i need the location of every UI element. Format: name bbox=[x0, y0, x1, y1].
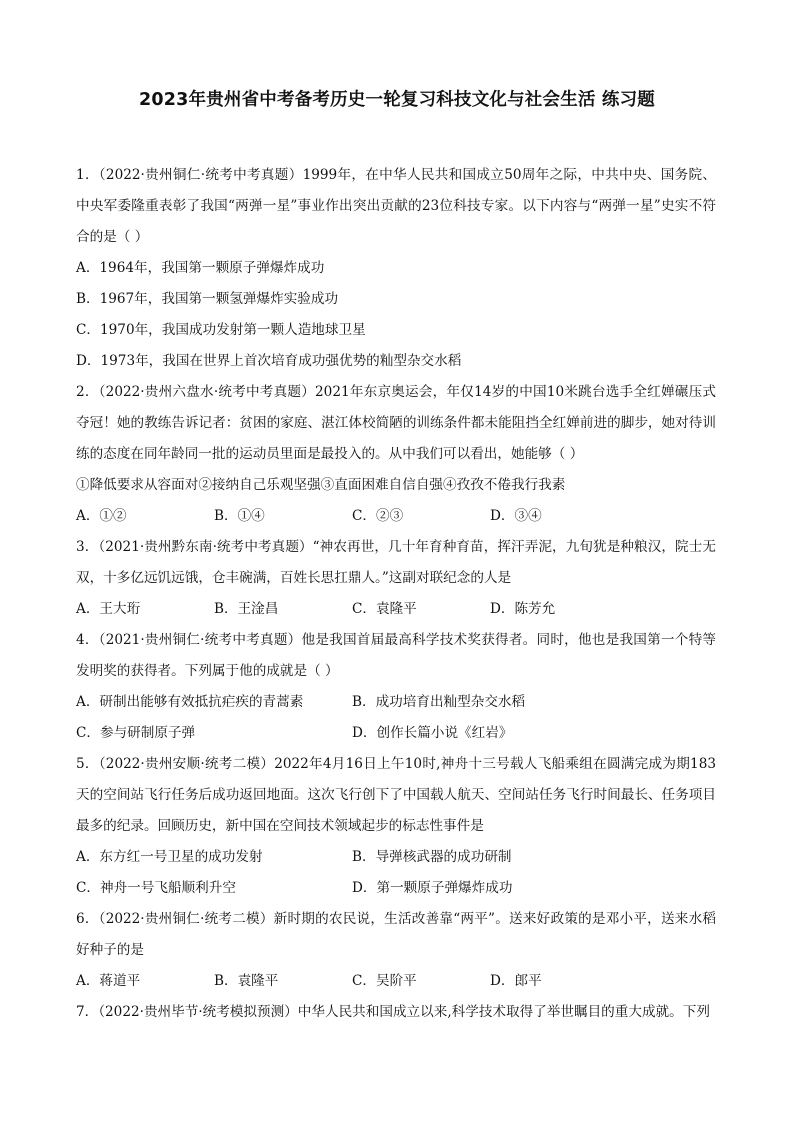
question-6-option-a: A．蒋道平 bbox=[76, 973, 141, 989]
question-4-option-b: B．成功培育出籼型杂交水稻 bbox=[352, 694, 526, 710]
question-5-options-row-1 bbox=[76, 842, 716, 873]
question-2-option-b: B．①④ bbox=[214, 508, 265, 524]
question-1-option-a: A．1964年，我国第一颗原子弹爆炸成功 bbox=[76, 260, 325, 276]
question-5-option-b: B．导弹核武器的成功研制 bbox=[352, 849, 512, 865]
question-2-option-d: D．③④ bbox=[490, 508, 542, 524]
question-5-stem: 5．（2022·贵州安顺·统考二模）2022年4月16日上午10时,神舟十三号载人飞船乘组在圆满完成为期183天的空间站飞行任务后成功返回地面。这次飞行创下了中国载人航天、空间站任务飞行时间最长、任务项目最多的纪录。回顾历史，新中国在空间技术领域起步的标志性事件是 bbox=[76, 756, 716, 834]
question-6-options bbox=[76, 966, 716, 997]
question-4-option-d: D．创作长篇小说《红岩》 bbox=[352, 725, 513, 741]
question-6-option-b: B．袁隆平 bbox=[214, 973, 279, 989]
question-5-option-c: C．神舟一号飞船顺利升空 bbox=[76, 880, 236, 896]
page-title: 2023年贵州省中考备考历史一轮复习科技文化与社会生活 练习题 bbox=[139, 90, 655, 110]
question-7-stem: 7．（2022·贵州毕节·统考模拟预测）中华人民共和国成立以来,科学技术取得了举世瞩目的重大成就。下列 bbox=[76, 1004, 710, 1020]
question-3-options bbox=[76, 594, 716, 625]
question-5-option-a: A．东方红一号卫星的成功发射 bbox=[76, 849, 263, 865]
question-1-stem: 1．（2022·贵州铜仁·统考中考真题）1999年，在中华人民共和国成立50周年之际，中共中央、国务院、中央军委隆重表彰了我国“两弹一星”事业作出突出贡献的23位科技专家。以下内容与“两弹一星”史实不符合的是（ ） bbox=[76, 167, 716, 245]
question-2-option-c: C．②③ bbox=[352, 508, 404, 524]
question-3-option-b: B．王淦昌 bbox=[214, 601, 279, 617]
question-2-option-a: A．①② bbox=[76, 508, 127, 524]
question-2-statements: ①降低要求从容面对②接纳自己乐观坚强③直面困难自信自强④孜孜不倦我行我素 bbox=[76, 477, 566, 493]
question-1-option-d: D．1973年，我国在世界上首次培育成功强优势的籼型杂交水稻 bbox=[76, 353, 462, 369]
question-6-stem: 6．（2022·贵州铜仁·统考二模）新时期的农民说，生活改善靠“两平”。送来好政策的是邓小平，送来水稻好种子的是 bbox=[76, 911, 716, 958]
question-4-options-row-2 bbox=[76, 718, 716, 749]
question-4-options-row-1 bbox=[76, 687, 716, 718]
question-3-option-d: D．陈芳允 bbox=[490, 601, 556, 617]
question-2-stem: 2．（2022·贵州六盘水·统考中考真题）2021年东京奥运会，年仅14岁的中国10米跳台选手全红婵碾压式夺冠！她的教练告诉记者：贫困的家庭、湛江体校简陋的训练条件都未能阻挡全红婵前进的脚步，她对待训练的态度在同年龄同一批的运动员里面是最投入的。从中我们可以看出，她能够（ ） bbox=[76, 384, 716, 462]
question-6-option-d: D．郎平 bbox=[490, 973, 542, 989]
question-5-option-d: D．第一颗原子弹爆炸成功 bbox=[352, 880, 513, 896]
question-4-option-a: A．研制出能够有效抵抗疟疾的青蒿素 bbox=[76, 694, 304, 710]
question-1-option-c: C．1970年，我国成功发射第一颗人造地球卫星 bbox=[76, 322, 366, 338]
question-3-option-c: C．袁隆平 bbox=[352, 601, 417, 617]
question-6-option-c: C．吴阶平 bbox=[352, 973, 417, 989]
question-3-option-a: A．王大珩 bbox=[76, 601, 141, 617]
question-5-options-row-2 bbox=[76, 873, 716, 904]
question-4-option-c: C．参与研制原子弹 bbox=[76, 725, 196, 741]
question-3-stem: 3．（2021·贵州黔东南·统考中考真题）“神农再世，几十年育种育苗，挥汗弄泥，九旬犹是种粮汉，院士无双，十多亿远饥远饿，仓丰碗满，百姓长思扛鼎人。”这副对联纪念的人是 bbox=[76, 539, 716, 586]
question-1-option-b: B．1967年，我国第一颗氢弹爆炸实验成功 bbox=[76, 291, 339, 307]
question-list bbox=[76, 160, 716, 1028]
question-2-options bbox=[76, 501, 716, 532]
question-4-stem: 4．（2021·贵州铜仁·统考中考真题）他是我国首届最高科学技术奖获得者。同时，他也是我国第一个特等发明奖的获得者。下列属于他的成就是（ ） bbox=[76, 632, 716, 679]
